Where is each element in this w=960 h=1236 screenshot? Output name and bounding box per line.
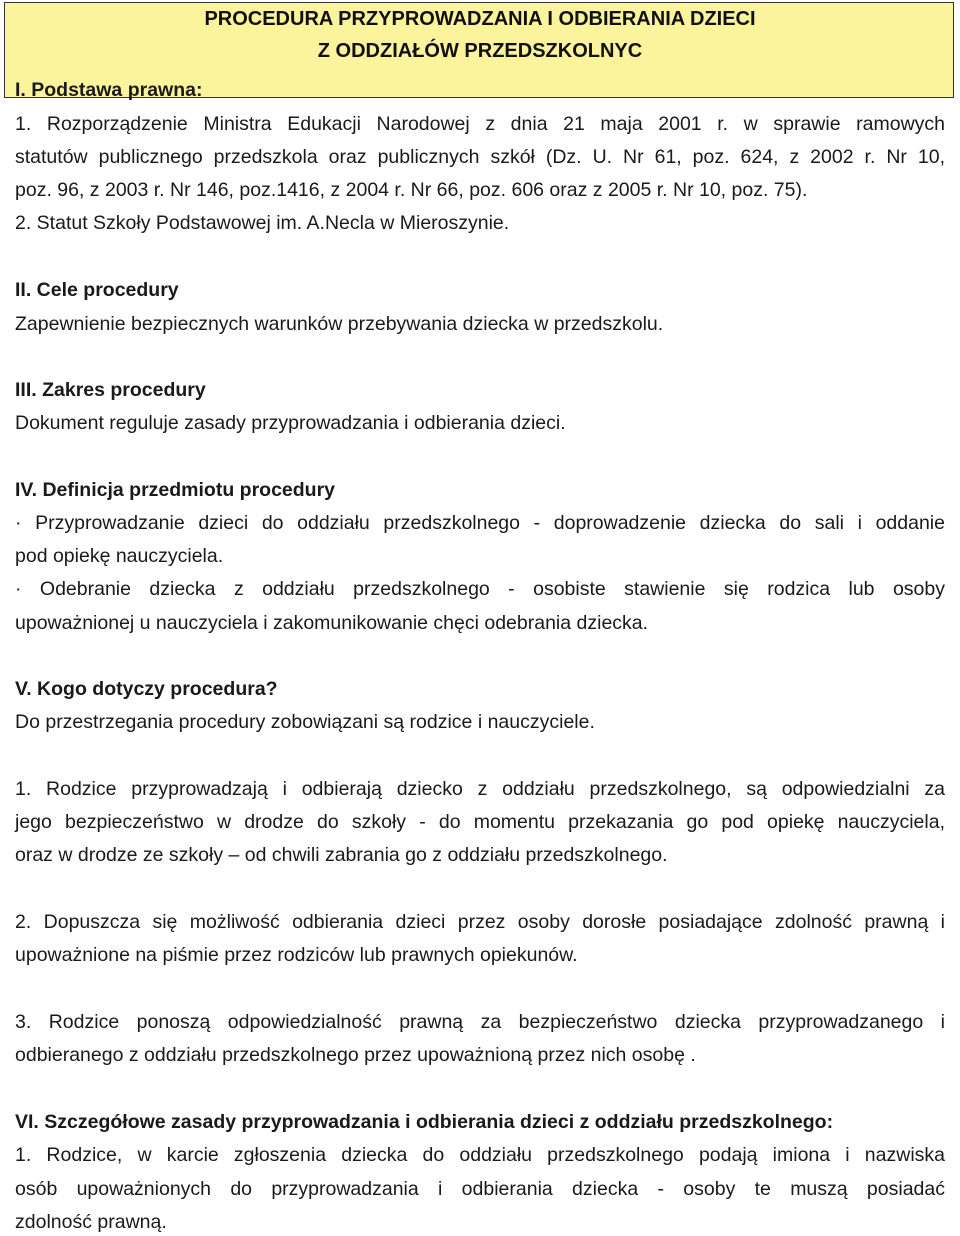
- section3-heading: III. Zakres procedury: [15, 379, 206, 401]
- legal-basis-line: 1. Rozporządzenie Ministra Edukacji Narodowej z dnia 21 maja 2001 r. w sprawie ramowych: [15, 113, 945, 135]
- point-line: 3. Rodzice ponoszą odpowiedzialność prawną za bezpieczeństwo dziecka przyprowadzanego i: [15, 1011, 945, 1033]
- section3-text: Dokument reguluje zasady przyprowadzania i odbierania dzieci.: [15, 412, 566, 434]
- definition-bullet-line: · Odebranie dziecka z oddziału przedszkolnego - osobiste stawienie się rodzica lub osoby: [15, 578, 945, 600]
- point-line: jego bezpieczeństwo w drodze do szkoły - do momentu przekazania go pod opiekę nauczyciela,: [15, 811, 945, 833]
- point-line: odbieranego z oddziału przedszkolnego przez upoważnioną przez nich osobę .: [15, 1044, 696, 1066]
- section5-text: Do przestrzegania procedury zobowiązani są rodzice i nauczyciele.: [15, 711, 595, 733]
- section2-heading: II. Cele procedury: [15, 279, 179, 301]
- definition-bullet-line: · Przyprowadzanie dzieci do oddziału przedszkolnego - doprowadzenie dziecka do sali i oddanie: [15, 512, 945, 534]
- point-line: zdolność prawną.: [15, 1211, 167, 1233]
- document-title-line1: PROCEDURA PRZYPROWADZANIA I ODBIERANIA DZIECI: [204, 8, 756, 30]
- legal-basis-line: poz. 96, z 2003 r. Nr 146, poz.1416, z 2004 r. Nr 66, poz. 606 oraz z 2005 r. Nr 10, poz. 75).: [15, 179, 808, 201]
- legal-basis-item2: 2. Statut Szkoły Podstawowej im. A.Necla w Mieroszynie.: [15, 212, 510, 234]
- legal-basis-line: statutów publicznego przedszkola oraz publicznych szkół (Dz. U. Nr 61, poz. 624, z 2002 r. Nr 10,: [15, 146, 945, 168]
- point-line: upoważnione na piśmie przez rodziców lub prawnych opiekunów.: [15, 944, 578, 966]
- point-line: oraz w drodze ze szkoły – od chwili zabrania go z oddziału przedszkolnego.: [15, 844, 668, 866]
- document-title-line2: Z ODDZIAŁÓW PRZEDSZKOLNYC: [317, 40, 643, 62]
- section5-heading: V. Kogo dotyczy procedura?: [15, 678, 278, 700]
- section2-text: Zapewnienie bezpiecznych warunków przebywania dziecka w przedszkolu.: [15, 313, 664, 335]
- point-line: 1. Rodzice, w karcie zgłoszenia dziecka do oddziału przedszkolnego podają imiona i nazwiska: [15, 1144, 945, 1166]
- section4-heading: IV. Definicja przedmiotu procedury: [15, 479, 336, 501]
- point-line: osób upoważnionych do przyprowadzania i odbierania dziecka - osoby te muszą posiadać: [15, 1178, 945, 1200]
- section6-heading: VI. Szczegółowe zasady przyprowadzania i odbierania dzieci z oddziału przedszkolnego:: [15, 1111, 834, 1133]
- point-line: 2. Dopuszcza się możliwość odbierania dzieci przez osoby dorosłe posiadające zdolność prawną i: [15, 911, 945, 933]
- definition-bullet-line: pod opiekę nauczyciela.: [15, 545, 224, 567]
- section1-heading: I. Podstawa prawna:: [15, 79, 203, 101]
- definition-bullet-line: upoważnionej u nauczyciela i zakomunikowanie chęci odebrania dziecka.: [15, 612, 649, 634]
- point-line: 1. Rodzice przyprowadzają i odbierają dziecko z oddziału przedszkolnego, są odpowiedzialni za: [15, 778, 945, 800]
